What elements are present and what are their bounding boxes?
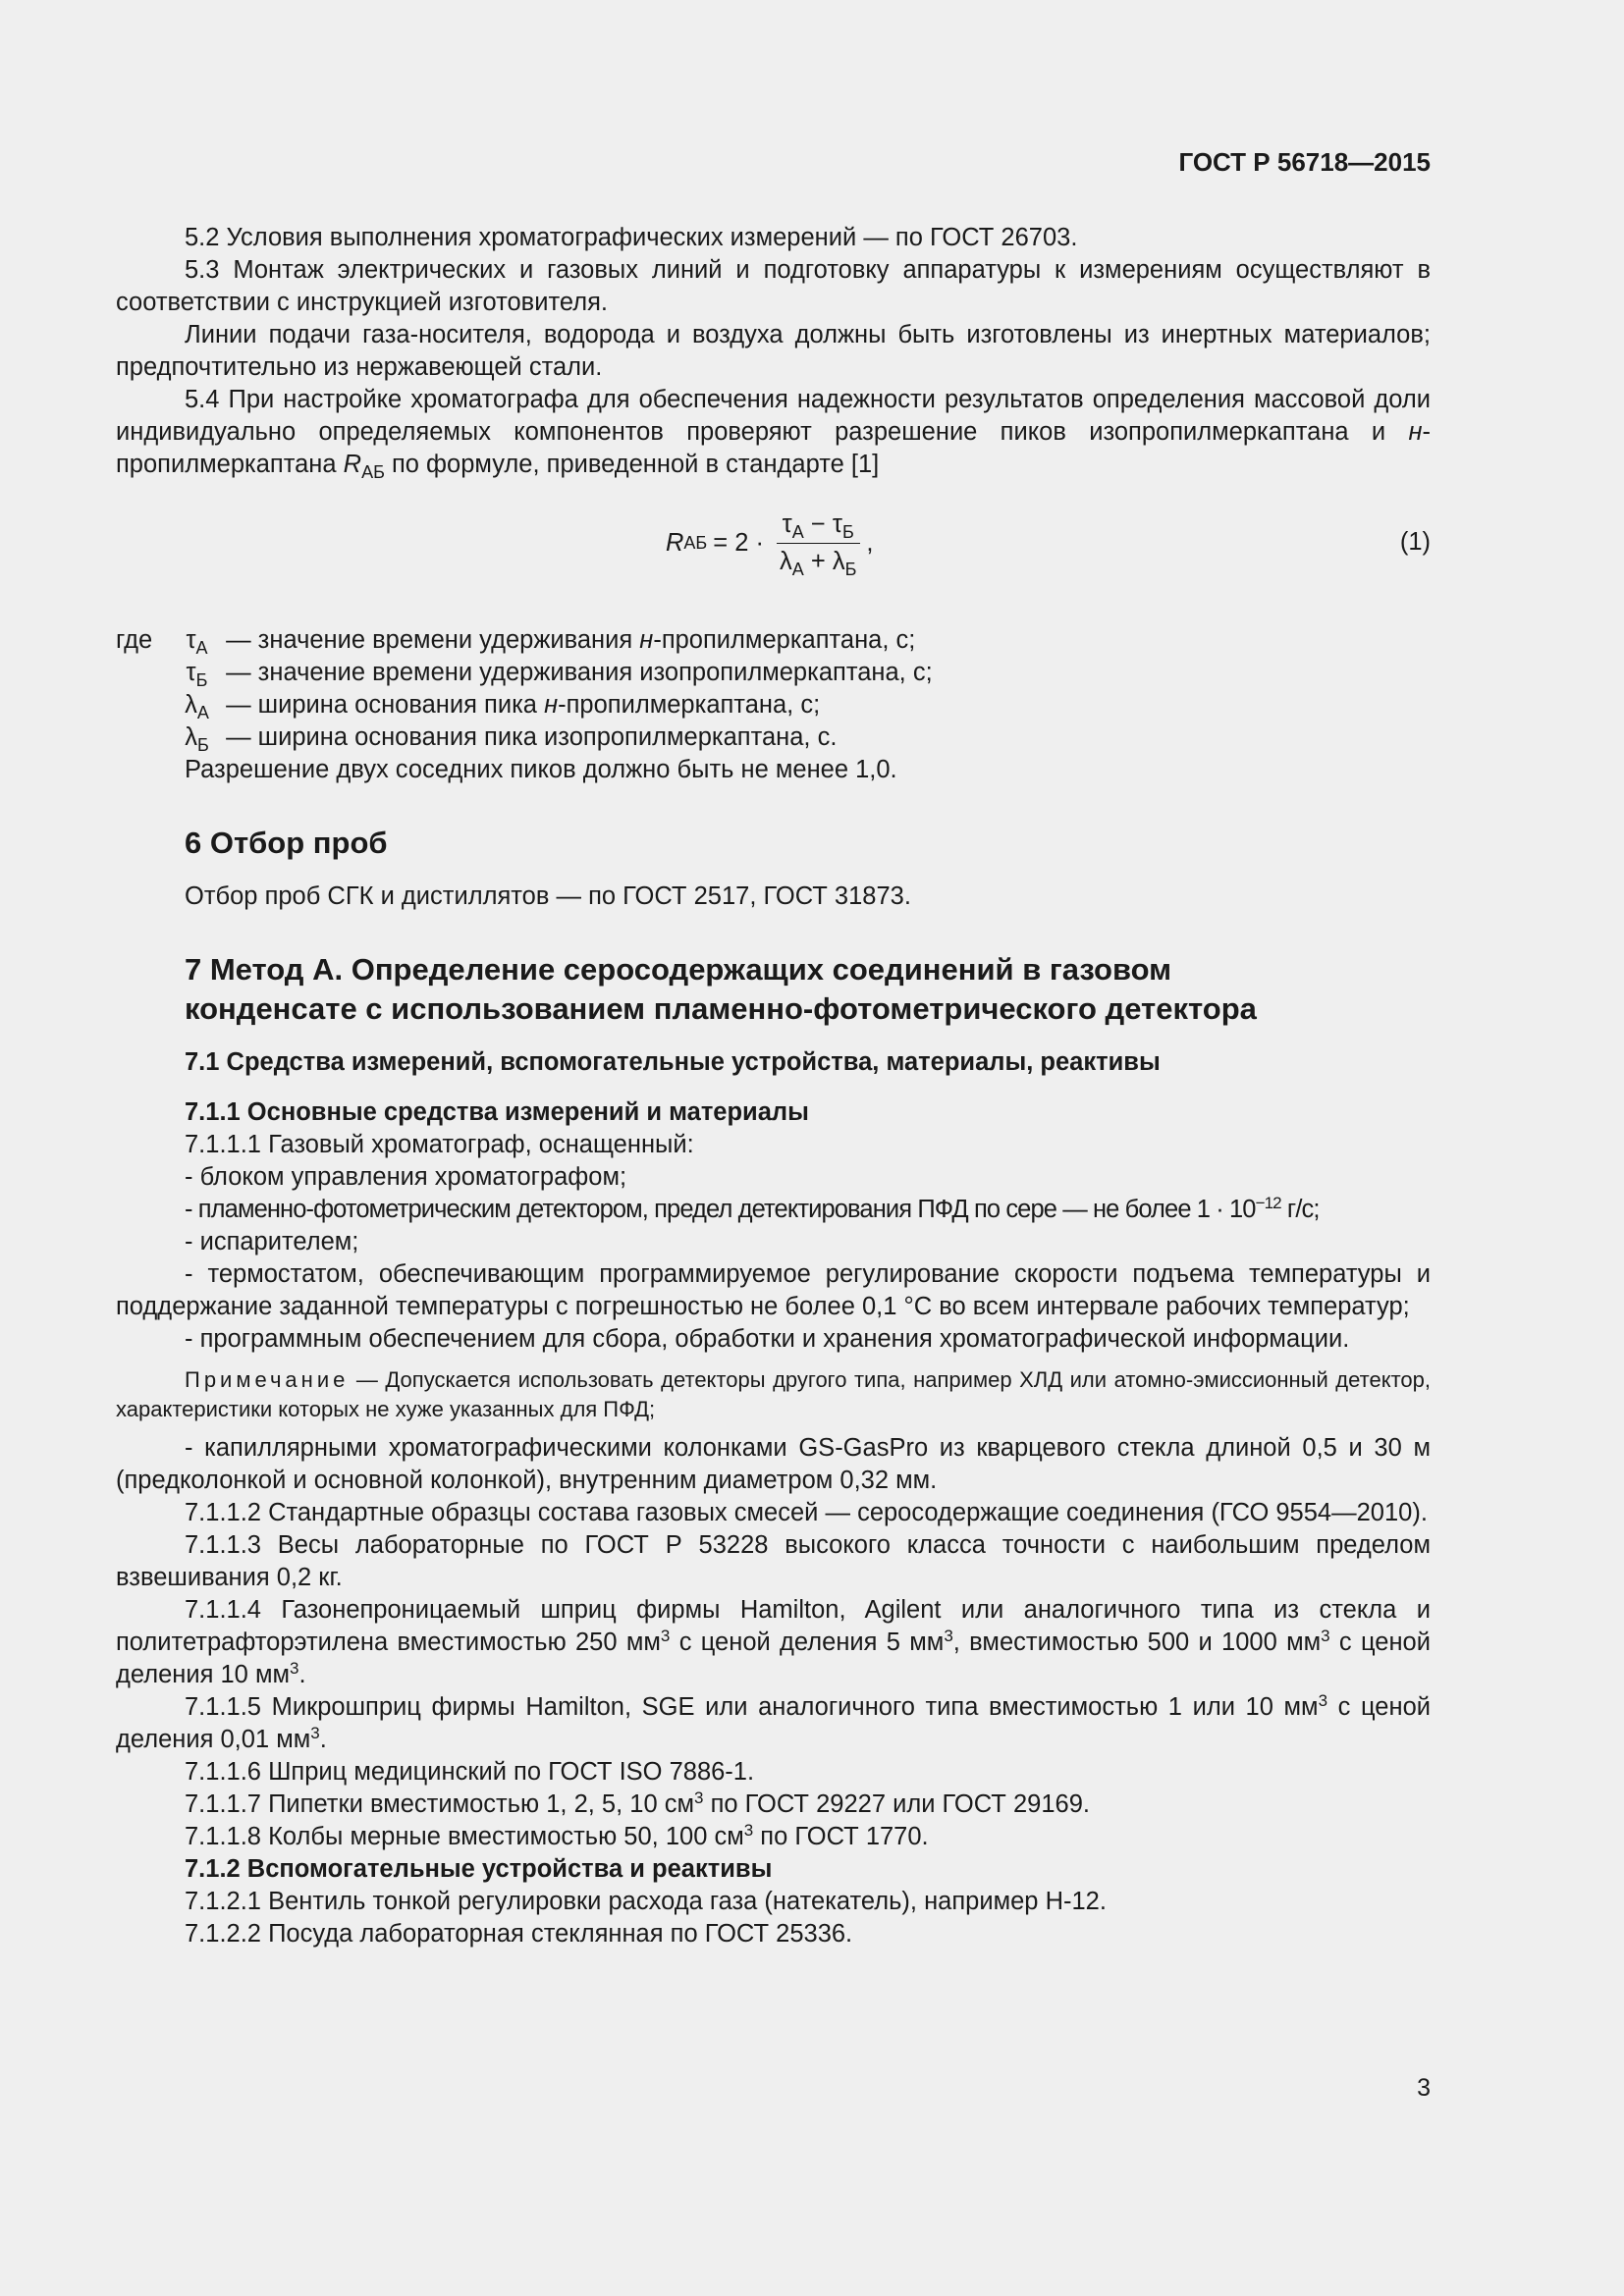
item-7-1-1-8: 7.1.1.8 Колбы мерные вместимостью 50, 100 $см^3$ по ГОСТ 1770. [185,1821,929,1850]
formula-number: (1) [1399,528,1431,556]
section-7-title-line1: 7 Метод А. Определение серосодержащих соединений в газовом [185,952,1172,987]
paragraph-5-3-lines: Линии подачи газа-носителя, водорода и воздуха должны быть изготовлены из инертных материалов; предпочтительно из нержавеющей стали. [116,321,1431,381]
item-7-1-2-1: 7.1.2.1 Вентиль тонкой регулировки расхода газа (натекатель), например Н-12. [185,1888,1107,1915]
item-7-1-1-2: 7.1.1.2 Стандартные образцы состава газовых смесей — серосодержащие соединения (ГСО 9554—2010). [185,1499,1428,1526]
bullet-item: - пламенно-фотометрическим детектором, предел детектирования ПФД по сере — не более $1 \cdot 10^{-12}$ г/с; [185,1194,1320,1223]
bullet-item: - испарителем; [185,1228,359,1255]
item-7-1-1-6: 7.1.1.6 Шприц медицинский по ГОСТ ISO 7886-1. [185,1758,755,1786]
bullet-item: - блоком управления хроматографом; [185,1163,627,1191]
bullet-item: - капиллярными хроматографическими колонками GS-GasPro из кварцевого стекла длиной 0,5 и 30 м (предколонкой и основной колонкой), внутренним диаметром 0,32 мм. [116,1434,1431,1494]
note: Примечание — Допускается использовать детекторы другого типа, например ХЛД или атомно-эмиссионный детектор, характеристики которых не хуже указанных для ПФД; [116,1367,1431,1421]
section-7-1-2-title: 7.1.2 Вспомогательные устройства и реактивы [185,1855,773,1883]
formula-fraction [774,508,862,578]
item-7-1-1-3: 7.1.1.3 Весы лабораторные по ГОСТ Р 53228 высокого класса точности с наибольшим пределом взвешивания 0,2 кг. [116,1531,1431,1591]
bullet-item: - программным обеспечением для сбора, обработки и хранения хроматографической информации. [185,1325,1350,1353]
resolution-text: Разрешение двух соседних пиков должно быть не менее 1,0. [185,756,897,783]
document-header: ГОСТ Р 56718—2015 [1178,147,1431,177]
legend-row: где $\tau_А$ — значение времени удерживания н-пропилмеркаптана, с; [116,626,916,658]
item-7-1-1-4: 7.1.1.4 Газонепроницаемый шприц фирмы Hamilton, Agilent или аналогичного типа из стекла и политетрафторэтилена вместимостью 250 $мм^3$ с ценой деления 5 $мм^3$, вместимостью 500 и 1000 $мм^3$ с ценой деления 10 $мм^3$. [116,1596,1431,1688]
formula-legend [116,624,1431,786]
item-7-1-2-2: 7.1.2.2 Посуда лабораторная стеклянная по ГОСТ 25336. [185,1920,853,1948]
section-7-1-1-title: 7.1.1 Основные средства измерений и материалы [185,1098,809,1126]
note-label: Примечание [185,1367,350,1392]
formula-denominator: $\lambda_А + \lambda_Б$ [780,547,857,579]
formula-numerator: $\tau_А - \tau_Б$ [777,508,860,544]
paragraph-5-2: 5.2 Условия выполнения хроматографических измерений — по ГОСТ 26703. [185,224,1078,251]
item-7-1-1-7: 7.1.1.7 Пипетки вместимостью 1, 2, 5, 10 $см^3$ по ГОСТ 29227 или ГОСТ 29169. [185,1789,1090,1818]
legend-row: $\lambda_Б$ — ширина основания пика изопропилмеркаптана, с. [185,723,838,755]
page-number: 3 [1417,2074,1431,2102]
formula-1 [116,499,1431,614]
section-6-text: Отбор проб СГК и дистиллятов — по ГОСТ 2517, ГОСТ 31873. [185,882,911,910]
section-7-title-line2: конденсате с использованием пламенно-фотометрического детектора [185,991,1257,1026]
item-7-1-1-5: 7.1.1.5 Микрошприц фирмы Hamilton, SGE или аналогичного типа вместимостью 1 или 10 $мм^3$ с ценой деления 0,01 $мм^3$. [116,1691,1431,1753]
section-7-1-title: 7.1 Средства измерений, вспомогательные устройства, материалы, реактивы [185,1048,1161,1076]
paragraph-5-3: 5.3 Монтаж электрических и газовых линий и подготовку аппаратуры к измерениям осуществляют в соответствии с инструкцией изготовителя. [116,256,1431,316]
legend-row: $\tau_Б$ — значение времени удерживания изопропилмеркаптана, с; [186,659,933,690]
paragraph-5-4: 5.4 При настройке хроматографа для обеспечения надежности результатов определения массовой доли индивидуально определяемых компонентов проверяют разрешение пиков изопропилмеркаптана и н-пропилмеркаптана $R_{АБ}$ по формуле, приведенной в стандарте [1] [116,386,1431,482]
section-6-title: 6 Отбор проб [185,826,388,860]
bullet-item: - термостатом, обеспечивающим программируемое регулирование скорости подъема температуры и поддержание заданной температуры с погрешностью не более 0,1 °С во всем интервале рабочих температур; [116,1260,1431,1320]
formula-expression: R АБ = 2 · $\frac{\tau_А - \tau_Б}{\lambda_А + \lambda_Б}$ , [666,509,874,579]
item-7-1-1-1: 7.1.1.1 Газовый хроматограф, оснащенный: [185,1131,694,1158]
document-body [116,222,1431,1950]
legend-row: $\lambda_А$ — ширина основания пика н-пропилмеркаптана, с; [185,691,821,722]
